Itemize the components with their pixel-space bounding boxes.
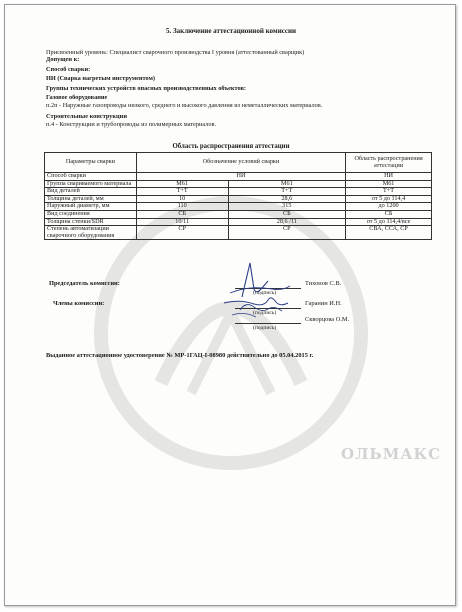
param-cell: Группа свариваемого материала	[45, 180, 137, 188]
handwritten-signature-icon	[210, 255, 320, 335]
area-cell: НИ	[346, 173, 432, 181]
certificate-validity-note: Выданное аттестационное удостоверение № МР-1ГАЦ-I-08980 действительно до 05.04.2015 г.	[46, 352, 314, 359]
welding-method-heading: Способ сварки:	[46, 66, 91, 73]
device-groups-heading: Группы технических устройств опасных производственных объектов:	[46, 85, 246, 92]
value-cell: 315	[228, 203, 346, 211]
area-cell: до 1200	[346, 203, 432, 211]
value-cell: M61	[228, 180, 346, 188]
member2-name: Скворцова О.М.	[305, 316, 350, 323]
table-row	[45, 226, 432, 240]
area-cell: от 5 до 114,4/все	[346, 218, 432, 226]
attestation-parameters-table	[44, 152, 432, 240]
member1-name: Гаранин И.Н.	[305, 300, 342, 307]
value-cell: 28,6 /11	[228, 218, 346, 226]
area-title: Область распространения аттестации	[172, 143, 290, 150]
param-cell: Вид деталей	[45, 188, 137, 196]
table-row	[45, 210, 432, 218]
param-cell: Вид соединения	[45, 210, 137, 218]
document-page	[4, 4, 456, 606]
value-cell: 28,6	[228, 195, 346, 203]
admitted-heading: Допущен к:	[46, 56, 80, 63]
value-cell: Т+Т	[228, 188, 346, 196]
value-cell: Т+Т	[136, 188, 228, 196]
gas-equipment-heading: Газовое оборудование	[46, 94, 108, 101]
param-cell: Толщина стенки/SDR	[45, 218, 137, 226]
value-cell: СР	[228, 226, 346, 240]
area-cell: СВА, ССА, СР	[346, 226, 432, 240]
section-title: 5. Заключение аттестационной комиссии	[165, 27, 297, 35]
signature-hint: (подпись)	[253, 325, 277, 331]
table-header: Область распространения аттестации	[346, 153, 432, 173]
value-cell: M61	[136, 180, 228, 188]
table-row	[45, 180, 432, 188]
chairman-label: Председатель комиссии:	[49, 280, 120, 287]
construction-heading: Строительные конструкции	[46, 113, 127, 120]
value-cell: СБ	[228, 210, 346, 218]
gas-equipment-item: п.2п - Наружные газопроводы низкого, среднего и высокого давления из неметаллических материалов.	[46, 102, 323, 109]
value-cell: СР	[136, 226, 228, 240]
table-header: Параметры сварки	[45, 153, 137, 173]
assigned-level: Присвоенный уровень: Специалист сварочного производства I уровня (аттестованный сварщик)	[46, 49, 305, 56]
table-row	[45, 173, 432, 181]
signature-hint: (подпись)	[253, 310, 277, 316]
area-cell: M61	[346, 180, 432, 188]
area-cell: от 5 до 114,4	[346, 195, 432, 203]
area-cell: Т+Т	[346, 188, 432, 196]
param-cell: Способ сварки	[45, 173, 137, 181]
param-cell: Степень автоматизации сварочного оборудования	[45, 226, 137, 240]
value-cell: 10/11	[136, 218, 228, 226]
param-cell: Толщина деталей, мм	[45, 195, 137, 203]
members-label: Члены комиссии:	[53, 300, 105, 307]
value-cell: 110	[136, 203, 228, 211]
table-row	[45, 203, 432, 211]
value-cell: НИ	[136, 173, 345, 181]
value-cell: 10	[136, 195, 228, 203]
value-cell: СБ	[136, 210, 228, 218]
signature-hint: (подпись)	[253, 290, 277, 296]
chairman-name: Тихонов С.В.	[305, 280, 342, 287]
area-cell: СБ	[346, 210, 432, 218]
table-header-row	[45, 153, 432, 173]
company-stamp: ОЛЬМАКС	[341, 445, 442, 463]
param-cell: Наружный диаметр, мм	[45, 203, 137, 211]
construction-item: п.4 - Конструкции и трубопроводы из полимерных материалов.	[46, 121, 217, 128]
table-header: Обозначение условий сварки	[136, 153, 345, 173]
welding-method-value: НИ (Сварка нагретым инструментом)	[46, 75, 155, 82]
